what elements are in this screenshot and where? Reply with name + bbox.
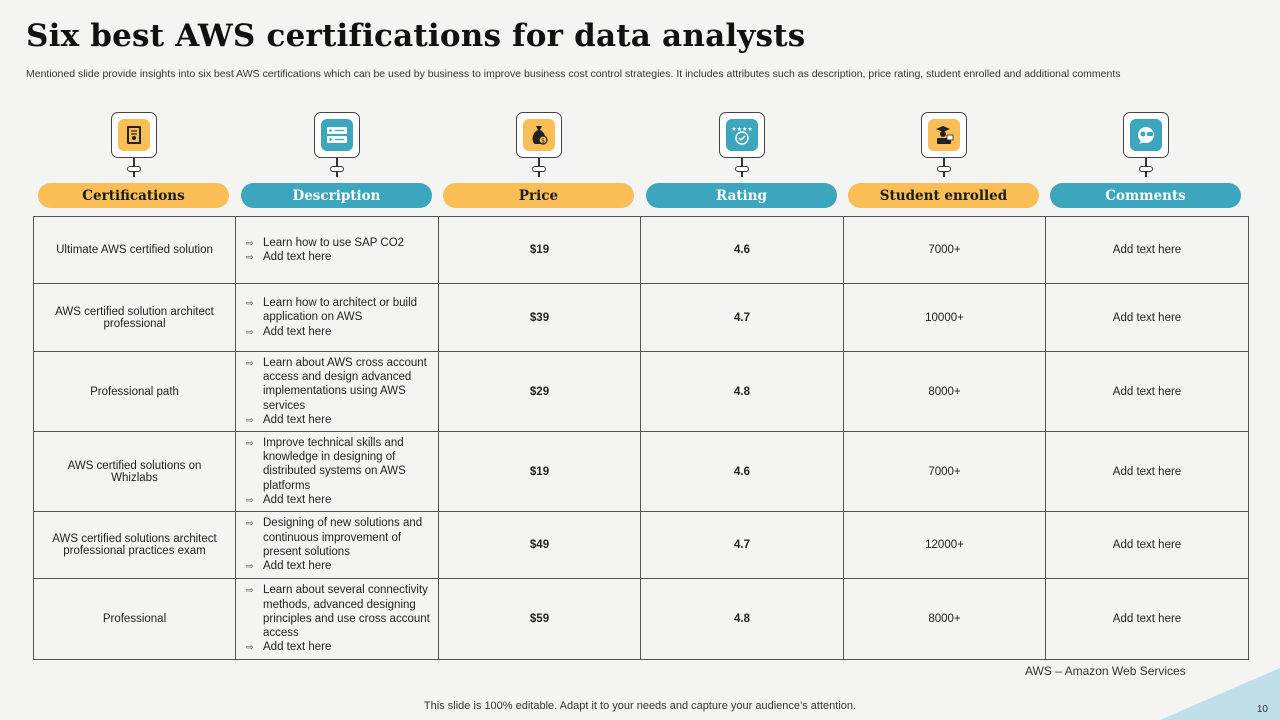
cell-rating: 4.6 <box>641 217 844 284</box>
cell-certification: AWS certified solution architect professional <box>34 284 236 352</box>
cell-description <box>236 579 439 660</box>
cell-rating: 4.8 <box>641 352 844 432</box>
chat-bubble-icon <box>1130 119 1162 151</box>
cell-certification: Ultimate AWS certified solution <box>34 217 236 284</box>
star-rating-icon <box>726 119 758 151</box>
header-certifications: Certifications <box>38 183 229 208</box>
cell-students: 12000+ <box>844 512 1046 579</box>
cell-comments: Add text here <box>1046 579 1249 660</box>
description-point: Add text here <box>263 560 332 573</box>
student-icon <box>928 119 960 151</box>
description-point: Add text here <box>263 641 332 654</box>
arrow-bullet-icon: ⇨ <box>246 414 254 425</box>
cell-certification: Professional path <box>34 352 236 432</box>
description-point: Designing of new solutions and continuous improvement of present solutions <box>263 517 423 558</box>
cell-price: $19 <box>439 432 641 512</box>
icon-column-rating <box>717 112 767 177</box>
cell-certification: Professional <box>34 579 236 660</box>
cell-description <box>236 352 439 432</box>
icon-column-price <box>514 112 564 177</box>
cell-description <box>236 512 439 579</box>
arrow-bullet-icon: ⇨ <box>246 326 254 337</box>
description-point: Learn about AWS cross account access and design advanced implementations using AWS services <box>263 356 427 412</box>
cell-comments: Add text here <box>1046 352 1249 432</box>
cell-price: $49 <box>439 512 641 579</box>
description-point: Add text here <box>263 413 332 426</box>
page-title: Six best AWS certifications for data analysts <box>26 18 806 54</box>
money-bag-icon <box>523 119 555 151</box>
server-icon <box>321 119 353 151</box>
cell-price: $19 <box>439 217 641 284</box>
description-point: Learn how to use SAP CO2 <box>263 236 405 249</box>
cell-description <box>236 284 439 352</box>
description-point: Add text here <box>263 325 332 338</box>
page-number: 10 <box>1256 704 1268 715</box>
cell-description <box>236 217 439 284</box>
header-description: Description <box>241 183 432 208</box>
table-row <box>34 284 1249 352</box>
description-point: Add text here <box>263 251 332 263</box>
cell-comments: Add text here <box>1046 432 1249 512</box>
cell-rating: 4.6 <box>641 432 844 512</box>
cell-certification: AWS certified solutions architect professional practices exam <box>34 512 236 579</box>
arrow-bullet-icon: ⇨ <box>246 518 254 529</box>
cell-price: $29 <box>439 352 641 432</box>
cell-students: 7000+ <box>844 217 1046 284</box>
arrow-bullet-icon: ⇨ <box>246 561 254 572</box>
footnote: AWS – Amazon Web Services <box>1025 664 1186 678</box>
header-comments: Comments <box>1050 183 1241 208</box>
cell-students: 8000+ <box>844 352 1046 432</box>
icon-column-description <box>312 112 362 177</box>
table-row <box>34 579 1249 660</box>
icon-column-students <box>919 112 969 177</box>
cell-price: $39 <box>439 284 641 352</box>
arrow-bullet-icon: ⇨ <box>246 642 254 653</box>
cell-students: 7000+ <box>844 432 1046 512</box>
certificate-icon <box>118 119 150 151</box>
svg-text:$: $ <box>541 137 545 145</box>
certifications-table <box>33 216 1249 660</box>
header-rating: Rating <box>646 183 837 208</box>
description-point: Learn how to architect or build application on AWS <box>263 297 418 324</box>
arrow-bullet-icon: ⇨ <box>246 494 254 505</box>
arrow-bullet-icon: ⇨ <box>246 237 254 248</box>
icon-column-certifications <box>109 112 159 177</box>
editable-note: This slide is 100% editable. Adapt it to your needs and capture your audience’s attention. <box>423 700 857 712</box>
table-row <box>34 217 1249 284</box>
cell-price: $59 <box>439 579 641 660</box>
table-row <box>34 352 1249 432</box>
cell-students: 8000+ <box>844 579 1046 660</box>
cell-description <box>236 432 439 512</box>
cell-certification: AWS certified solutions on Whizlabs <box>34 432 236 512</box>
svg-text:★★★★: ★★★★ <box>731 126 753 133</box>
cell-comments: Add text here <box>1046 284 1249 352</box>
header-student-enrolled: Student enrolled <box>848 183 1039 208</box>
icon-column-comments <box>1121 112 1171 177</box>
arrow-bullet-icon: ⇨ <box>246 357 254 368</box>
cell-comments: Add text here <box>1046 217 1249 284</box>
arrow-bullet-icon: ⇨ <box>246 252 254 262</box>
description-point: Learn about several connectivity methods, advanced designing principles and use cross account access <box>263 584 430 640</box>
arrow-bullet-icon: ⇨ <box>246 298 254 309</box>
description-point: Improve technical skills and knowledge in designing of distributed systems on AWS platforms <box>263 436 406 492</box>
cell-comments: Add text here <box>1046 512 1249 579</box>
cell-students: 10000+ <box>844 284 1046 352</box>
arrow-bullet-icon: ⇨ <box>246 437 254 448</box>
page-subtitle: Mentioned slide provide insights into six best AWS certifications which can be used by business to improve business cost control strategies. It includes attributes such as description, price rating, student enrolled and additional comments <box>26 68 1121 80</box>
cell-rating: 4.7 <box>641 512 844 579</box>
arrow-bullet-icon: ⇨ <box>246 585 254 596</box>
cell-rating: 4.8 <box>641 579 844 660</box>
table-row <box>34 432 1249 512</box>
table-row <box>34 512 1249 579</box>
description-point: Add text here <box>263 493 332 506</box>
cell-rating: 4.7 <box>641 284 844 352</box>
header-price: Price <box>443 183 634 208</box>
